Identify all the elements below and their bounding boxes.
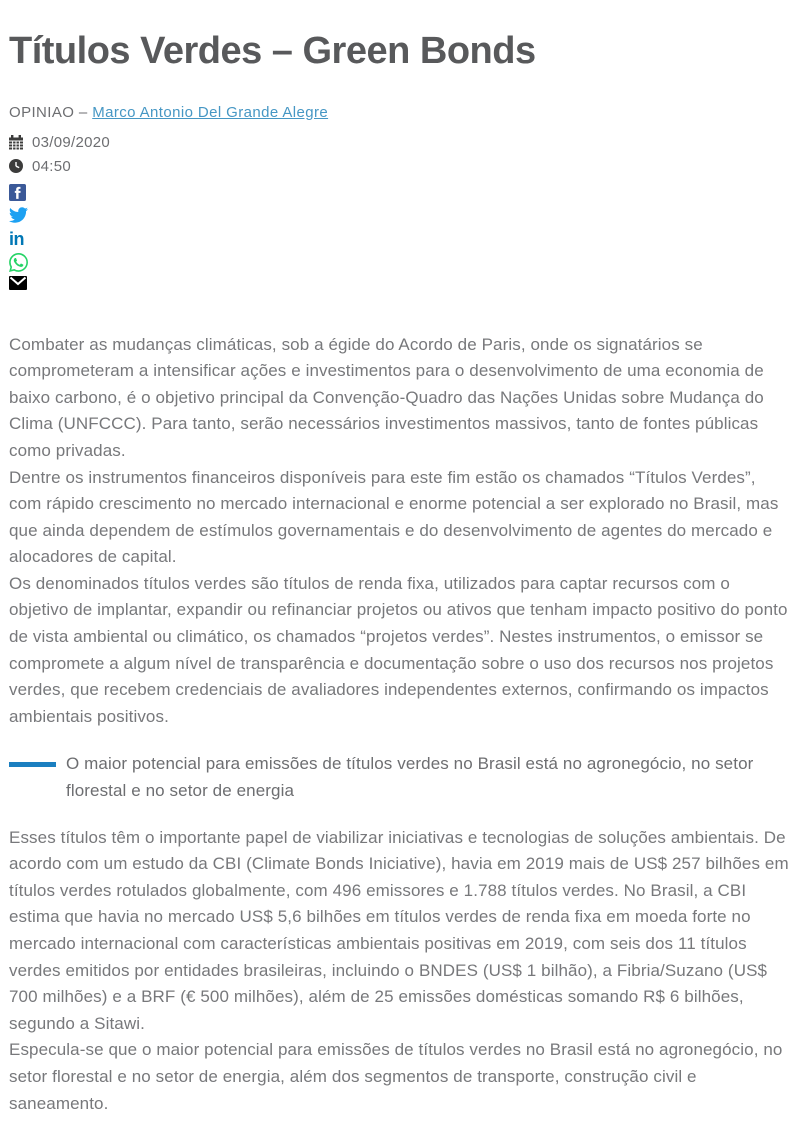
email-icon (9, 276, 27, 290)
pull-quote-text: O maior potencial para emissões de títulos verdes no Brasil está no agronegócio, no setor florestal e no setor de energia (66, 754, 754, 801)
pull-quote-bar (9, 762, 56, 767)
byline (9, 104, 790, 121)
article-paragraph: Os denominados títulos verdes são títulos de renda fixa, utilizados para captar recursos com o objetivo de implantar, expandir ou refinanciar projetos ou ativos que tenham impacto positivo do ponto de vista ambiental ou climático, os chamados “projetos verdes”. Nestes instrumentos, o emissor se compromete a algum nível de transparência e documentação sobre o uso dos recursos nos projetos verdes, que recebem credenciais de avaliadores independentes externos, confirmando os impactos ambientais positivos. (9, 573, 788, 726)
facebook-share-button[interactable] (9, 184, 26, 202)
linkedin-icon: in (9, 228, 24, 249)
article-title: Títulos Verdes – Green Bonds (9, 30, 536, 72)
article-paragraph: Esses títulos têm o importante papel de viabilizar iniciativas e tecnologias de soluções ambientais. De acordo com um estudo da CBI (Climate Bonds Iniciative), havia em 2019 mais de US$ 257 bilhões em títulos verdes rotulados globalmente, com 496 emissores e 1.788 títulos verdes. No Brasil, a CBI estima que havia no mercado US$ 5,6 bilhões em títulos verdes de renda fixa em moeda forte no mercado internacional com características ambientais positivas em 2019, com seis dos 11 títulos verdes emitidos por entidades brasileiras, incluindo o BNDES (US$ 1 bilhão), a Fibria/Suzano (US$ 700 milhões) e a BRF (€ 500 milhões), além de 25 emissões domésticas somando R$ 6 bilhões, segundo a Sitawi. (9, 827, 789, 1033)
article-page (0, 30, 804, 1147)
article-paragraph: Especula-se que o maior potencial para emissões de títulos verdes no Brasil está no agronegócio, no setor florestal e no setor de energia, além dos segmentos de transporte, construção civil e saneamento. (9, 1040, 783, 1113)
article-paragraph: Dentre os instrumentos financeiros disponíveis para este fim estão os chamados “Títulos Verdes”, com rápido crescimento no mercado internacional e enorme potencial a ser explorado no Brasil, mas que ainda dependem de estímulos governamentais e do desenvolvimento de agentes do mercado e alocadores de capital. (9, 467, 779, 567)
category-label: OPINIAO (9, 103, 75, 121)
whatsapp-icon (9, 253, 28, 272)
share-column (9, 184, 790, 299)
clock-icon (9, 159, 23, 173)
publish-date: 03/09/2020 (32, 133, 111, 151)
twitter-share-button[interactable] (9, 207, 28, 225)
author-link[interactable]: Marco Antonio Del Grande Alegre (92, 103, 329, 121)
byline-separator: – (78, 103, 88, 121)
email-share-button[interactable] (9, 276, 27, 294)
publish-time-row (9, 158, 790, 175)
whatsapp-share-button[interactable] (9, 253, 28, 271)
facebook-icon (9, 184, 26, 201)
publish-date-row (9, 134, 790, 151)
calendar-icon (9, 135, 23, 150)
linkedin-share-button[interactable] (9, 230, 24, 248)
article-paragraph: Combater as mudanças climáticas, sob a égide do Acordo de Paris, onde os signatários se comprometeram a intensificar ações e investimentos para o desenvolvimento de uma economia de baixo carbono, é o objetivo principal da Convenção-Quadro das Nações Unidas sobre Mudança do Clima (UNFCCC). Para tanto, serão necessários investimentos massivos, tanto de fontes públicas como privadas. (9, 334, 764, 460)
pull-quote (9, 751, 790, 804)
publish-time: 04:50 (32, 157, 72, 175)
twitter-icon (9, 207, 28, 223)
article-body (9, 332, 790, 1118)
